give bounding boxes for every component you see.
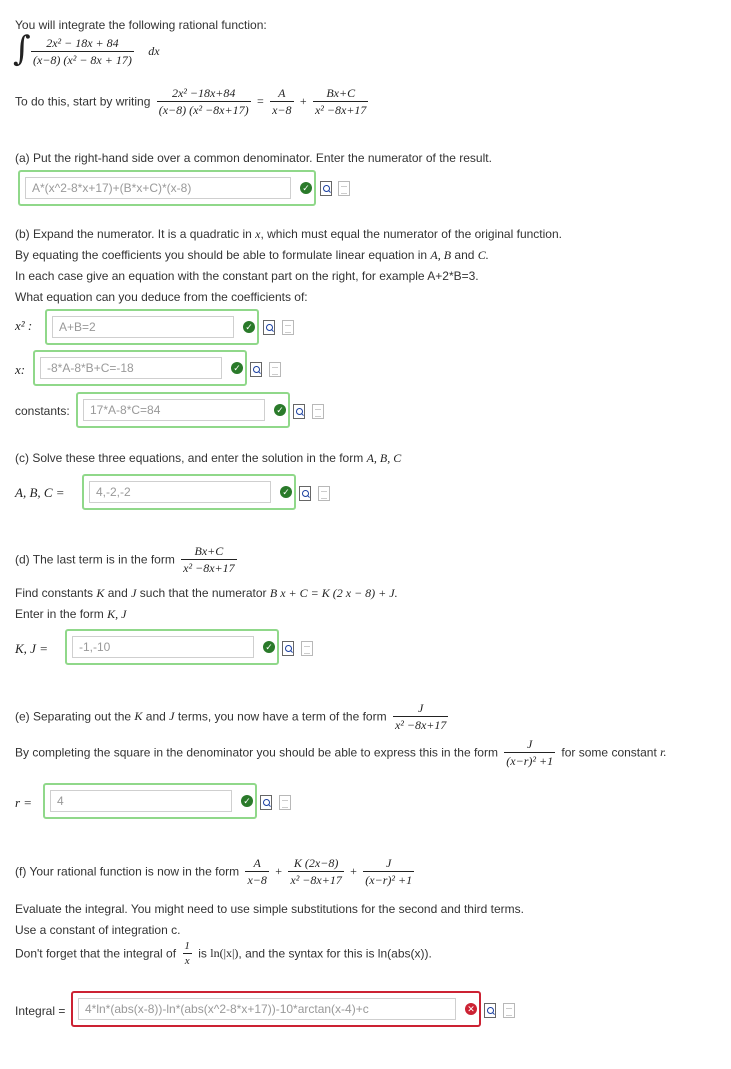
integral-answer-box [71,991,481,1027]
document-icon[interactable] [503,1003,515,1018]
part-a-answer-box [18,170,316,206]
part-f-line4 [15,940,432,967]
check-circle-icon: ✓ [300,182,312,194]
part-f-t1-den: x−8 [247,873,267,887]
part-b-vars-ab: A, B [430,248,452,262]
part-c-text [15,451,401,466]
part-f-text-a: (f) Your rational function is now in the form [15,864,240,879]
document-icon[interactable] [301,641,313,656]
decomp-numerator: 2x² −18x+84 [171,86,236,100]
x2-label: x² : [15,318,33,333]
part-e-line1 [15,701,451,732]
integrand-denominator: (x−8) (x² − 8x + 17) [33,53,132,67]
integral-sign: ∫ [13,29,31,69]
part-e-and: and [145,709,166,724]
document-icon[interactable] [282,320,294,335]
part-e-j: J [169,709,175,723]
x-circle-icon: ✕ [465,1003,477,1015]
part-f-line3: Use a constant of integration c. [15,923,181,937]
part-b-line4: What equation can you deduce from the coefficients of: [15,290,308,304]
part-e-line2-a: By completing the square in the denominator you should be able to express this in the form [15,745,498,760]
part-c-label: A, B, C = [15,485,65,500]
check-circle-icon: ✓ [241,795,253,807]
x-input[interactable] [40,357,222,379]
preview-icon[interactable] [263,320,275,335]
part-f-t1-num: A [253,856,261,870]
part-f-t2-den: x² −8x+17 [290,873,342,887]
check-circle-icon: ✓ [263,641,275,653]
part-f-line1 [15,856,417,887]
part-b-line1-a: (b) Expand the numerator. It is a quadratic in [15,227,252,241]
part-d-line3 [15,607,126,622]
part-e-frac1-den: x² −8x+17 [394,718,447,732]
x2-answer-box [45,309,259,345]
part-e-text-b: terms, you now have a term of the form [177,709,387,724]
part-f-line4-den: x [184,955,190,967]
part-d-j: J [131,586,137,600]
part-f-t3-den: (x−r)² +1 [365,873,413,887]
part-d-and: and [107,586,128,600]
part-d-line2 [15,586,398,601]
preview-icon[interactable] [299,486,311,501]
part-a-text: (a) Put the right-hand side over a common denominator. Enter the numerator of the result. [15,151,492,165]
part-d-k: K [96,586,105,600]
part-c-answer-box [82,474,296,510]
part-d-text-a: (d) The last term is in the form [15,552,175,567]
constants-answer-box [76,392,290,428]
decomp-denominator: (x−8) (x² −8x+17) [158,103,249,117]
document-icon[interactable] [318,486,330,501]
part-d-frac-den: x² −8x+17 [183,561,235,575]
part-b-line1 [15,227,562,242]
part-f-t3-num: J [386,856,392,870]
constants-input[interactable] [83,399,265,421]
integral-label: Integral = [15,1004,66,1018]
part-e-r: r. [660,745,667,759]
part-f-line4-a: Don't forget that the integral of [15,946,177,961]
preview-icon[interactable] [250,362,262,377]
part-f-line4-num: 1 [184,940,190,952]
part-b-var-c: C. [477,248,489,262]
part-b-and: and [454,248,475,262]
part-d-equation: B x + C = K (2 x − 8) + J. [269,586,398,600]
decomposition-line [15,86,371,117]
part-c-input[interactable] [89,481,271,503]
part-a-input[interactable] [25,177,291,199]
part-b-line3: In each case give an equation with the constant part on the right, for example A+2*B=3. [15,269,479,283]
part-e-text-a: (e) Separating out the [15,709,132,724]
part-f-plus2: + [350,864,357,878]
part-e-frac2-num: J [527,737,533,751]
constants-label: constants: [15,404,70,418]
part-d-vars: K, J [107,607,127,621]
decomp-a-num: A [278,86,286,100]
decomp-plus: + [299,94,307,108]
preview-icon[interactable] [293,404,305,419]
part-d-frac-num: Bx+C [194,544,224,558]
part-b-line1-b: , which must equal the numerator of the original function. [260,227,562,241]
part-f-line4-ln: ln(|x|) [210,946,239,960]
preview-icon[interactable] [282,641,294,656]
part-c-vars: A, B, C [366,451,402,465]
preview-icon[interactable] [484,1003,496,1018]
integral-input[interactable] [78,998,456,1020]
part-b-line2 [15,248,489,263]
preview-icon[interactable] [260,795,272,810]
part-e-frac1-num: J [418,701,424,715]
document-icon[interactable] [269,362,281,377]
check-circle-icon: ✓ [280,486,292,498]
part-d-label: K, J = [15,641,48,656]
part-e-frac2-den: (x−r)² +1 [506,754,554,768]
preview-icon[interactable] [320,181,332,196]
check-circle-icon: ✓ [243,321,255,333]
part-d-line1 [15,544,240,575]
part-f-line4-b: is [198,946,207,961]
decomp-b-num: Bx+C [326,86,356,100]
integrand-numerator: 2x² − 18x + 84 [46,36,119,50]
part-d-line3-a: Enter in the form [15,607,104,621]
integrand-fraction [28,36,160,67]
part-b-var-x: x [255,227,261,241]
document-icon[interactable] [312,404,324,419]
part-e-line2-b: for some constant [561,745,657,760]
decomp-b-den: x² −8x+17 [314,103,367,117]
part-e-k: K [134,709,143,723]
x-answer-box [33,350,247,386]
part-e-input[interactable] [50,790,232,812]
part-d-line2-b: such that the numerator [139,586,267,600]
part-e-line2 [15,737,667,768]
decomp-equals: = [256,94,264,108]
part-e-label: r = [15,795,33,810]
part-c-text-a: (c) Solve these three equations, and enter the solution in the form [15,451,364,465]
document-icon[interactable] [338,181,350,196]
part-f-t2-num: K (2x−8) [293,856,339,870]
integrand-dx: dx [148,44,160,58]
part-d-answer-box [65,629,279,665]
document-icon[interactable] [279,795,291,810]
x2-input[interactable] [52,316,234,338]
part-e-answer-box [43,783,257,819]
part-d-line2-a: Find constants [15,586,94,600]
part-d-input[interactable] [72,636,254,658]
x-label: x: [15,362,26,377]
part-f-line4-c: , and the syntax for this is ln(abs(x)). [238,946,432,961]
part-f-line2: Evaluate the integral. You might need to use simple substitutions for the second and third terms. [15,902,524,916]
check-circle-icon: ✓ [231,362,243,374]
decomp-prefix: To do this, start by writing [15,94,151,109]
part-b-line2-a: By equating the coefficients you should be able to formulate linear equation in [15,248,428,262]
part-f-plus1: + [275,864,283,878]
intro-text: You will integrate the following rational function: [15,18,267,32]
decomp-a-den: x−8 [272,103,292,117]
check-circle-icon: ✓ [274,404,286,416]
